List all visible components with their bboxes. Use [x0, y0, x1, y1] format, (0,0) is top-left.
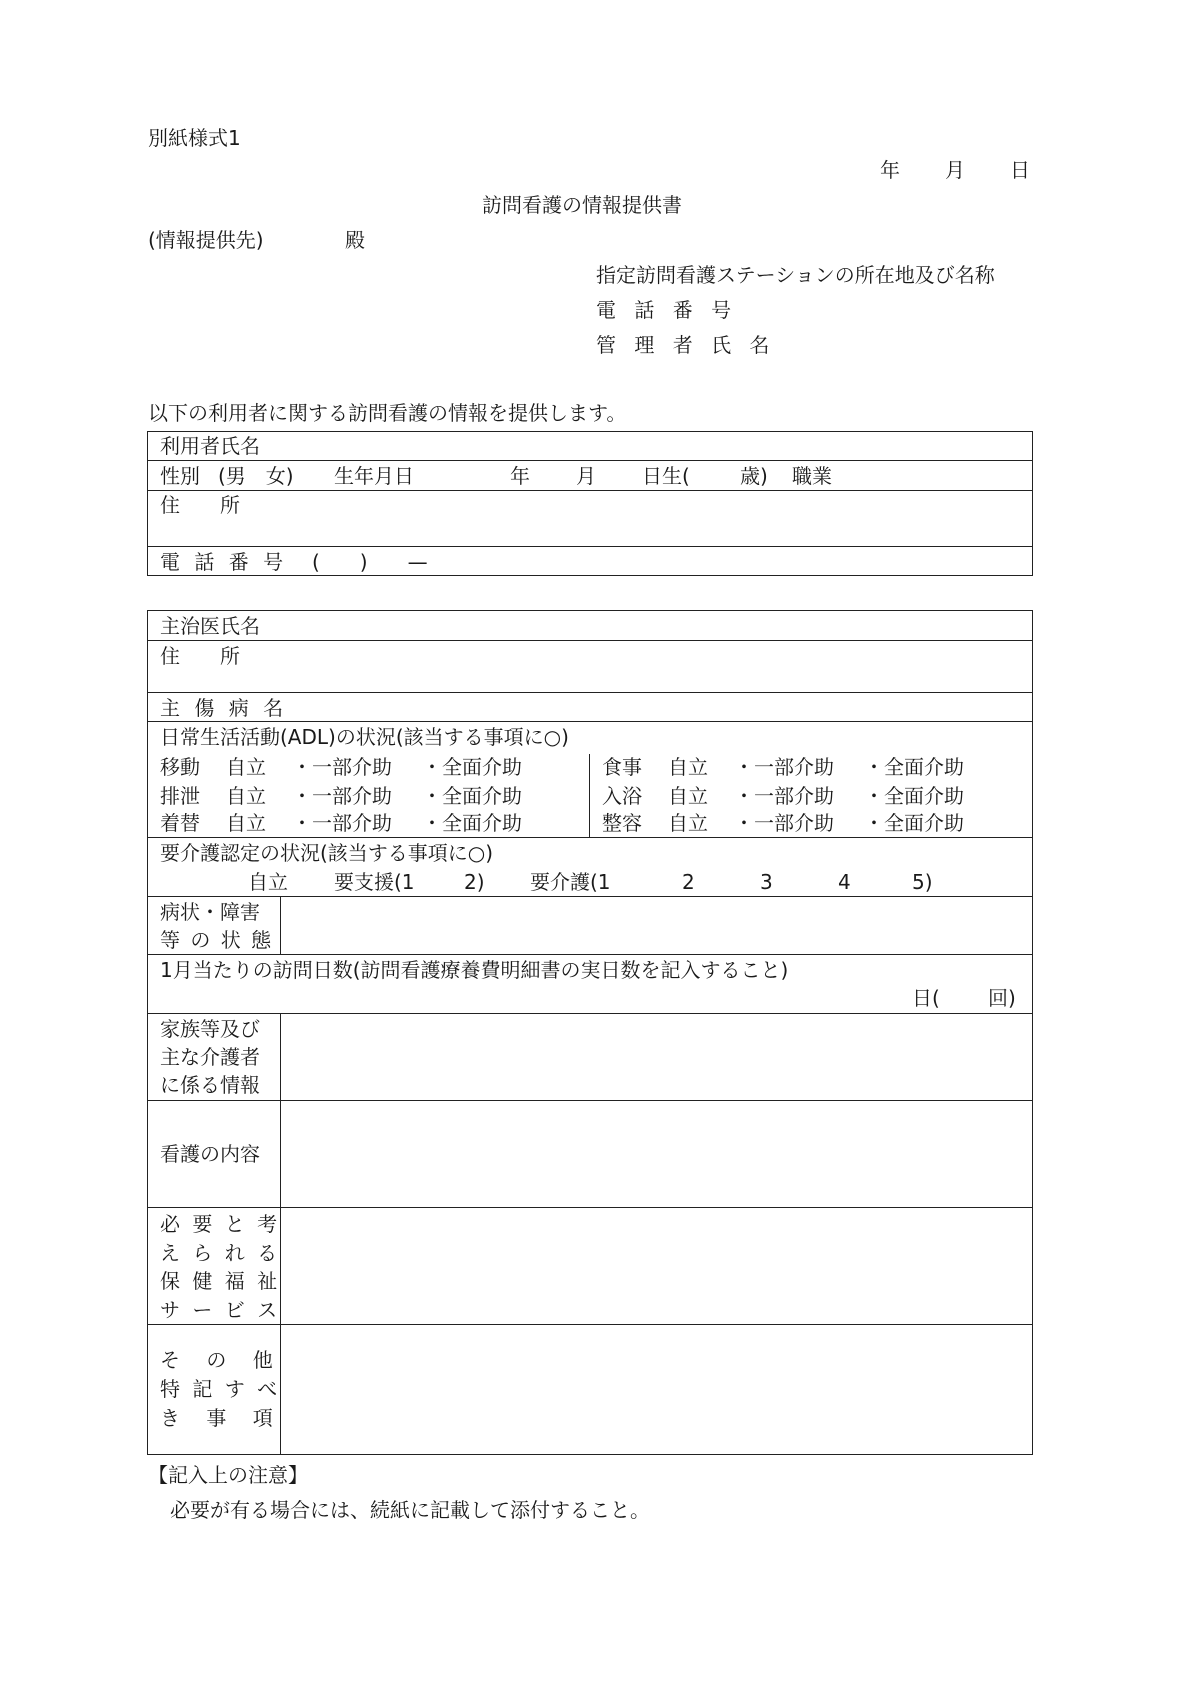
divider: [147, 837, 1033, 838]
services-label: 保 健 福 祉: [160, 1269, 281, 1293]
form-number: 別紙様式1: [148, 126, 241, 150]
adl-full[interactable]: ・全面介助: [864, 811, 964, 835]
adl-partial[interactable]: ・一部介助: [292, 811, 392, 835]
other-label: そ の 他: [160, 1348, 283, 1372]
care-level-care[interactable]: 要介護(1: [530, 870, 611, 894]
care-level-self[interactable]: 自立: [248, 870, 288, 894]
patient-birth-year: 年: [510, 464, 530, 488]
manager-name-label: 管 理 者 氏 名: [596, 333, 776, 357]
divider: [147, 546, 1033, 547]
services-label: え ら れ る: [160, 1241, 281, 1265]
disease-label: 主 傷 病 名: [160, 696, 288, 720]
care-level-care-4[interactable]: 4: [838, 870, 851, 894]
visits-days: 日(: [912, 986, 940, 1010]
divider: [147, 460, 1033, 461]
services-label: サ ー ビ ス: [160, 1298, 281, 1322]
visits-heading: 1月当たりの訪問日数(訪問看護療養費明細書の実日数を記入すること): [160, 958, 789, 982]
family-label: 主な介護者: [160, 1045, 260, 1069]
adl-partial[interactable]: ・一部介助: [734, 811, 834, 835]
services-label: 必 要 と 考: [160, 1212, 281, 1236]
adl-item: 整容: [602, 811, 642, 835]
adl-item: 入浴: [602, 784, 642, 808]
adl-full[interactable]: ・全面介助: [864, 755, 964, 779]
care-level-heading: 要介護認定の状況(該当する事項に○): [160, 841, 494, 865]
doctor-name-label: 主治医氏名: [160, 614, 260, 638]
patient-birth-day: 日生(: [642, 464, 690, 488]
adl-self[interactable]: 自立: [226, 755, 266, 779]
condition-label: 等 の 状 態: [160, 928, 274, 952]
patient-birth-label: 生年月日: [334, 464, 414, 488]
divider: [147, 954, 1033, 955]
patient-age-label: 歳): [740, 464, 768, 488]
care-level-care-2[interactable]: 2: [682, 870, 695, 894]
date-year: 年: [880, 158, 900, 182]
adl-full[interactable]: ・全面介助: [864, 784, 964, 808]
other-label: き 事 項: [160, 1406, 283, 1430]
other-label: 特 記 す べ: [160, 1377, 281, 1401]
care-level-care-5[interactable]: 5): [912, 870, 933, 894]
divider: [147, 721, 1033, 722]
notes-text: 必要が有る場合には、続紙に記載して添付すること。: [170, 1498, 650, 1522]
condition-label: 病状・障害: [160, 900, 260, 924]
patient-name-label: 利用者氏名: [160, 434, 260, 458]
adl-item: 食事: [602, 755, 642, 779]
recipient-label: (情報提供先): [148, 228, 264, 252]
family-label: 家族等及び: [160, 1017, 260, 1041]
adl-heading: 日常生活活動(ADL)の状況(該当する事項に○): [160, 725, 569, 749]
adl-column-divider: [589, 754, 590, 837]
label-column-divider: [280, 896, 281, 954]
care-level-support-2[interactable]: 2): [464, 870, 485, 894]
adl-self[interactable]: 自立: [226, 784, 266, 808]
patient-phone-label: 電 話 番 号: [160, 550, 288, 574]
adl-partial[interactable]: ・一部介助: [734, 784, 834, 808]
adl-full[interactable]: ・全面介助: [422, 784, 522, 808]
patient-phone-format[interactable]: ( ) —: [312, 550, 428, 574]
divider: [147, 692, 1033, 693]
care-level-support[interactable]: 要支援(1: [334, 870, 415, 894]
adl-item: 移動: [160, 755, 200, 779]
adl-self[interactable]: 自立: [668, 784, 708, 808]
divider: [147, 490, 1033, 491]
intro-text: 以下の利用者に関する訪問看護の情報を提供します。: [148, 401, 627, 425]
adl-partial[interactable]: ・一部介助: [292, 784, 392, 808]
adl-item: 排泄: [160, 784, 200, 808]
adl-self[interactable]: 自立: [226, 811, 266, 835]
adl-self[interactable]: 自立: [668, 755, 708, 779]
honorific: 殿: [345, 228, 365, 252]
adl-full[interactable]: ・全面介助: [422, 811, 522, 835]
doctor-address-label: 住 所: [160, 644, 240, 668]
divider: [147, 640, 1033, 641]
patient-sex-options[interactable]: (男 女): [218, 464, 294, 488]
care-level-care-3[interactable]: 3: [760, 870, 773, 894]
nursing-content-label: 看護の内容: [160, 1142, 260, 1166]
adl-item: 着替: [160, 811, 200, 835]
patient-address-label: 住 所: [160, 493, 240, 517]
label-column-divider: [280, 1013, 281, 1455]
adl-partial[interactable]: ・一部介助: [734, 755, 834, 779]
adl-full[interactable]: ・全面介助: [422, 755, 522, 779]
adl-self[interactable]: 自立: [668, 811, 708, 835]
notes-heading: 【記入上の注意】: [148, 1463, 308, 1487]
page-title: 訪問看護の情報提供書: [482, 193, 682, 217]
patient-job-label: 職業: [792, 464, 832, 488]
station-name-label: 指定訪問看護ステーションの所在地及び名称: [596, 263, 995, 287]
patient-birth-month: 月: [576, 464, 596, 488]
adl-partial[interactable]: ・一部介助: [292, 755, 392, 779]
date-month: 月: [945, 158, 965, 182]
station-phone-label: 電 話 番 号: [596, 298, 738, 322]
patient-sex-label: 性別: [160, 464, 200, 488]
visits-times: 回): [988, 986, 1016, 1010]
date-day: 日: [1010, 158, 1030, 182]
family-label: に係る情報: [160, 1073, 260, 1097]
